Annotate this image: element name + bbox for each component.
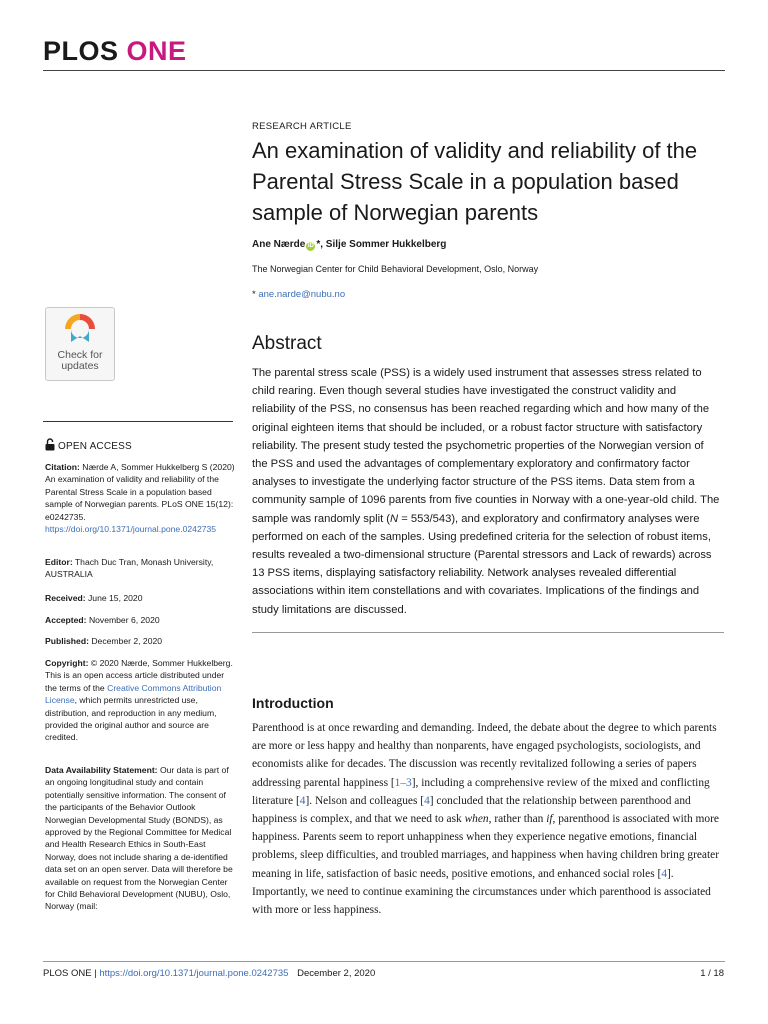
- sidebar-divider: [43, 421, 233, 422]
- crossmark-icon: [63, 312, 97, 348]
- citation-block: Citation: Nærde A, Sommer Hukkelberg S (2020) An examination of validity and reliability of the Parental Stress Scale in a population based sample of Norwegian parents. PLoS ONE 15(12): e0242735. https://doi.org/10.1371/journal.pone.0242735: [45, 462, 235, 535]
- introduction-heading: Introduction: [252, 695, 334, 711]
- check-for-updates-badge[interactable]: [45, 307, 115, 381]
- reference-link[interactable]: 4: [424, 794, 430, 807]
- author-name: Ane Nærde: [252, 239, 306, 250]
- corresponding-email: * ane.narde@nubu.no: [252, 289, 346, 300]
- author-list: [252, 239, 446, 251]
- affiliation: The Norwegian Center for Child Behavioral Development, Oslo, Norway: [252, 264, 539, 274]
- email-link[interactable]: ane.narde@nubu.no: [258, 289, 346, 300]
- article-title: An examination of validity and reliability of the Parental Stress Scale in a population based sample of Norwegian parents: [252, 138, 698, 225]
- accepted-date: Accepted: November 6, 2020: [45, 615, 160, 625]
- editor-block: Editor: Thach Duc Tran, Monash University, AUSTRALIA: [45, 557, 214, 580]
- reference-link[interactable]: 4: [661, 867, 668, 880]
- reference-link[interactable]: 1–3: [394, 776, 412, 789]
- abstract-text: The parental stress scale (PSS) is a widely used instrument that assesses stress related to child rearing. Even though several studies have investigated the construct validity and reliability of the PSS, no consensus has been reached regarding which and how many of the original eighteen items that should be included, or a robust factor structure with satisfactory reliability. The present study tested the psychometric properties of the Norwegian version of the PSS and used the advantages of complementary exploratory and confirmatory factor analyses to investigate the underlying factor structure of the PSS items. Data stem from a community sample of 1096 parents from five counties in Norway with a one-year-old child. The sample was randomly split (N = 553/543), and exploratory and confirmatory analyses were performed on each of the samples. Using predefined criteria for the selection of robust items, results revealed a two-dimensional structure (Parental stressors and Lack of rewards) across 13 PSS items, displaying satisfactory reliability. Network analyses revealed differential associations within item constellations and with covariates. Implications of the findings and study limitations are discussed.: [252, 367, 720, 616]
- copyright-block: Copyright: © 2020 Nærde, Sommer Hukkelberg. This is an open access article distributed under the terms of the Creative Commons Attribution License, which permits unrestricted use, distribution, and reproduction in any medium, provided the original author and source are credited.: [45, 658, 233, 743]
- data-availability-block: Data Availability Statement: Our data is part of an ongoing longitudinal study and contain potentially sensitive information. The consent of the participants of the Behavior Outlook Norwegian Developmental Study (BONDS), as approved by the Regional Committee for Medical and Health Research Ethics in South-East Norway, does not include sharing a de-identified data set on an open server. Data will therefore be available on request from the Norwegian Center for Child Behavioral Development (NUBU), Oslo, Norway (mail:: [45, 765, 233, 912]
- footer-doi-link[interactable]: https://doi.org/10.1371/journal.pone.0242735: [99, 968, 289, 979]
- license-link[interactable]: Creative Commons Attribution License: [45, 682, 222, 706]
- check-for-updates-label: Check for updates: [57, 349, 103, 372]
- published-date: Published: December 2, 2020: [45, 636, 163, 646]
- open-access-label: OPEN ACCESS: [45, 438, 132, 452]
- logo-one: ONE: [126, 36, 187, 66]
- received-date: Received: June 15, 2020: [45, 593, 143, 603]
- page-footer: PLOS ONE | https://doi.org/10.1371/journal.pone.0242735 December 2, 2020: [43, 968, 376, 979]
- footer-divider: [43, 961, 725, 962]
- reference-link[interactable]: 4: [299, 794, 306, 807]
- abstract-divider: [252, 632, 724, 633]
- header-divider: [43, 70, 725, 71]
- abstract-heading: Abstract: [252, 333, 322, 354]
- journal-logo: [43, 36, 187, 67]
- orcid-icon[interactable]: iD: [307, 243, 314, 249]
- article-type: RESEARCH ARTICLE: [252, 121, 352, 132]
- logo-plos: PLOS: [43, 36, 119, 66]
- page-number: 1 / 18: [700, 968, 724, 979]
- introduction-paragraph: Parenthood is at once rewarding and demanding. Indeed, the debate about the degree to which parents are more or less happy and healthy than nonparents, have engaged psychologists, sociologists, and economists alike for decades. The discussion was recently revitalized following a series of papers addressing parental happiness [1–3], including a comprehensive review of the mixed and conflicting literature [4]. Nelson and colleagues [4] concluded that the relationship between parenthood and happiness is complex, and that we need to ask when, rather than if, parenthood is associated with more happiness. Parents seem to report unhappiness when they experience negative emotions, financial problems, sleep difficulties, and troubled marriages, and happiness when having children bring greater meaning in life, satisfaction of basic needs, positive emotions, and enhanced social roles [4]. Importantly, we need to continue examining the circumstances under which parenthood is associated with more or less happiness.: [252, 722, 719, 917]
- citation-doi-link[interactable]: https://doi.org/10.1371/journal.pone.0242735: [45, 524, 217, 535]
- author-suffix: *, Silje Sommer Hukkelberg: [316, 239, 447, 250]
- footer-date: December 2, 2020: [297, 968, 376, 979]
- open-lock-icon: [45, 438, 55, 451]
